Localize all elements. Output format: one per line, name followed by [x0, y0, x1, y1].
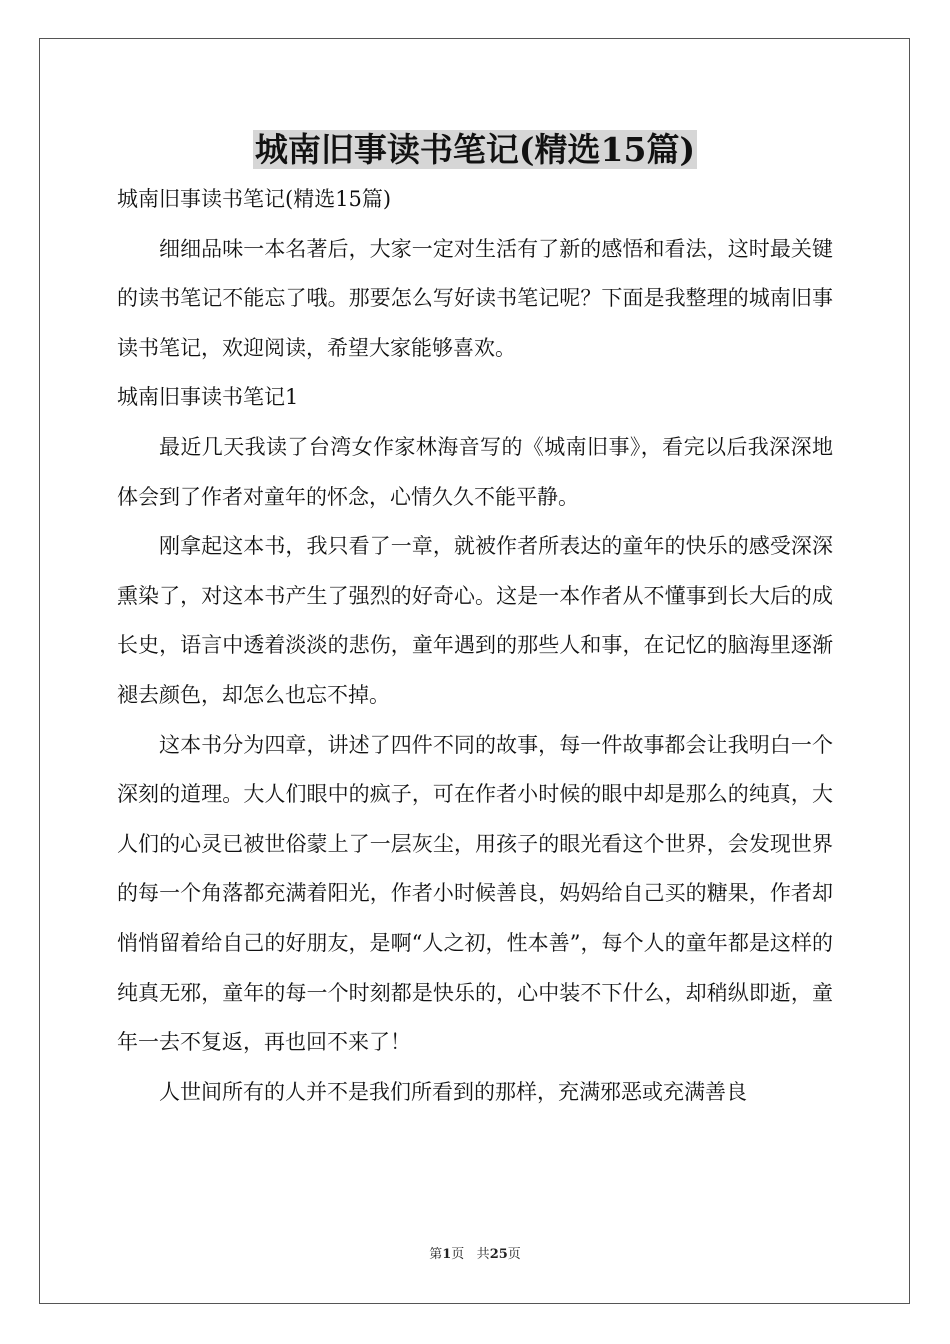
document-body [117, 175, 833, 1117]
body-paragraph: 最近几天我读了台湾女作家林海音写的《城南旧事》，看完以后我深深地体会到了作者对童年的怀念，心情久久不能平静。 [117, 434, 833, 509]
footer-page-suffix: 页 [451, 1247, 465, 1262]
section-heading-1: 城南旧事读书笔记1 [117, 385, 299, 410]
document-title-text: 城南旧事读书笔记(精选15篇) [254, 130, 696, 169]
footer-total-suffix: 页 [507, 1247, 521, 1262]
total-page-count: 25 [489, 1247, 508, 1262]
current-page-number: 1 [442, 1247, 452, 1262]
subtitle-heading: 城南旧事读书笔记(精选15篇) [117, 187, 392, 211]
intro-paragraph: 细细品味一本名著后，大家一定对生活有了新的感悟和看法，这时最关键的读书笔记不能忘了哦。那要怎么写好读书笔记呢？下面是我整理的城南旧事读书笔记，欢迎阅读，希望大家能够喜欢。 [117, 236, 833, 360]
footer-total-prefix: 共 [476, 1247, 490, 1262]
document-title [0, 124, 950, 176]
footer-prefix: 第 [429, 1247, 443, 1262]
body-paragraph: 刚拿起这本书，我只看了一章，就被作者所表达的童年的快乐的感受深深熏染了，对这本书产生了强烈的好奇心。这是一本作者从不懂事到长大后的成长史，语言中透着淡淡的悲伤，童年遇到的那些人和事，在记忆的脑海里逐渐褪去颜色，却怎么也忘不掉。 [117, 534, 833, 707]
body-paragraph: 这本书分为四章，讲述了四件不同的故事，每一件故事都会让我明白一个深刻的道理。大人们眼中的疯子，可在作者小时候的眼中却是那么的纯真，大人们的心灵已被世俗蒙上了一层灰尘，用孩子的眼光看这个世界，会发现世界的每一个角落都充满着阳光，作者小时候善良，妈妈给自己买的糖果，作者却悄悄留着给自己的好朋友，是啊“人之初，性本善”，每个人的童年都是这样的纯真无邪，童年的每一个时刻都是快乐的，心中装不下什么，却稍纵即逝，童年一去不复返，再也回不来了！ [117, 732, 833, 1055]
body-paragraph: 人世间所有的人并不是我们所看到的那样，充满邪恶或充满善良 [159, 1079, 747, 1104]
page-footer [0, 1245, 950, 1265]
